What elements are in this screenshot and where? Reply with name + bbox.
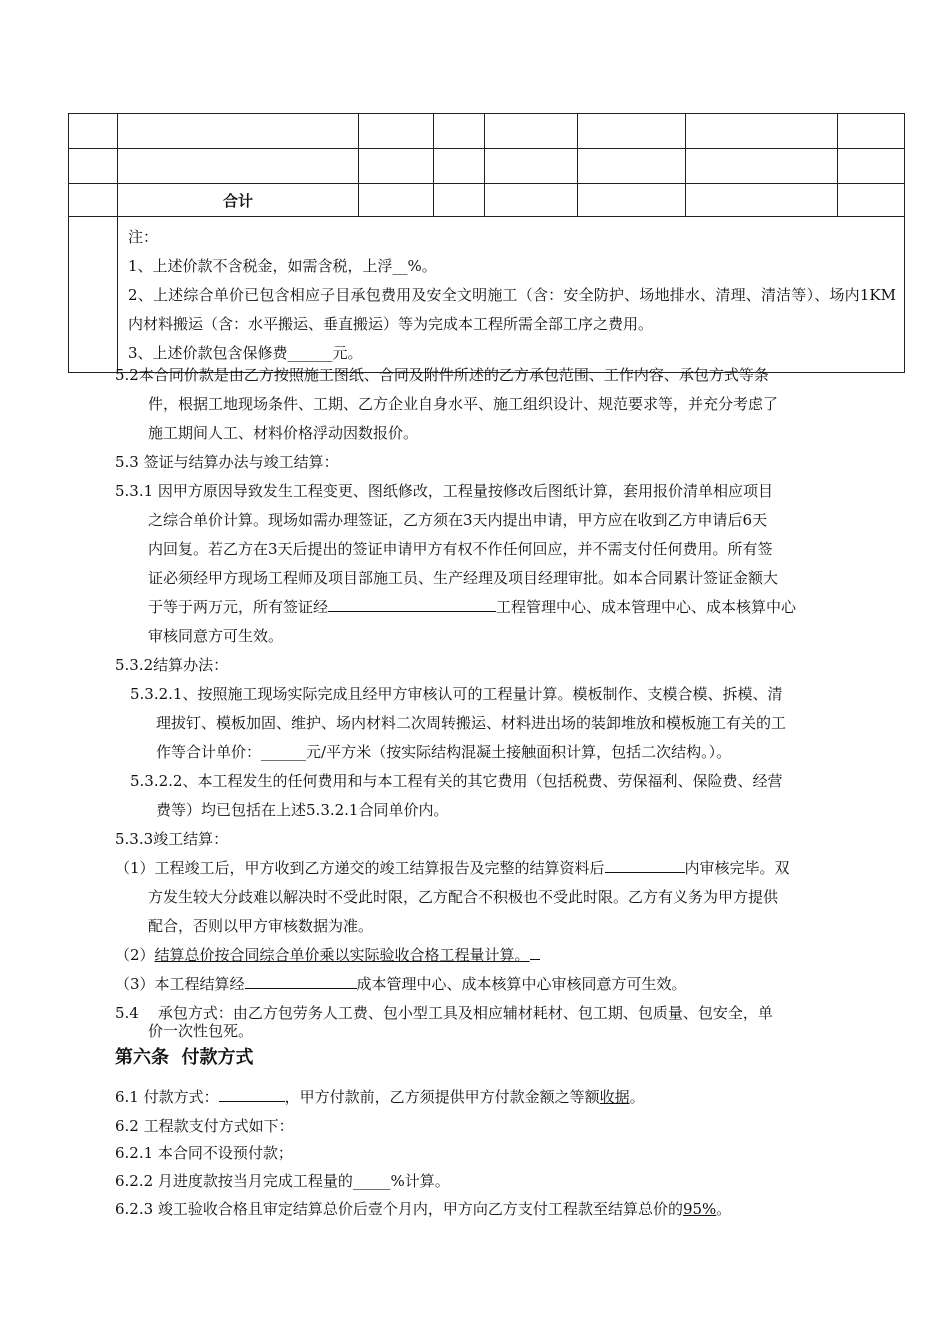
art6-text: 。 [629,1088,645,1106]
s52-line: 施工期间人工、材料价格浮动因数报价。 [148,424,419,442]
unit-price-blank: ______ [261,743,307,761]
receipt-underlined: 收据 [599,1088,630,1106]
s533-text: 内审核完毕。双 [684,859,790,877]
s533-line [115,944,540,965]
art6-text: 6.2.2 月进度款按当月完成工程量的 [115,1172,353,1190]
s531-line: 之综合单价计算。现场如需办理签证，乙方须在3天内提出申请，甲方应在收到乙方申请后6天 [148,511,768,529]
s54-line: 价一次性包死。 [148,1022,254,1040]
price-table [68,113,905,373]
s54-line: 5.4 承包方式：由乙方包劳务人工费、包小型工具及相应辅材耗材、包工期、包质量、包安全，单 [115,1004,773,1022]
review-period-blank [605,858,685,873]
s533-underlined: 结算总价按合同综合单价乘以实际验收合格工程量计算。 [154,946,530,964]
s531-text: 于等于两万元，所有签证经 [148,598,329,616]
art6-line [115,1170,450,1191]
note-header: 注： [128,228,159,246]
note-1: 1、上述价款不含税金，如需含税，上浮__%。 [128,257,437,275]
note-3: 3、上述价款包含保修费______元。 [128,344,363,362]
s531-line [148,596,796,617]
note-2: 2、上述综合单价已包含相应子目承包费用及安全文明施工（含：安全防护、场地排水、清理、清洁等）、场内1KM内材料搬运（含：水平搬运、垂直搬运）等为完成本工程所需全部工序之费用。 [128,286,896,333]
s532-text: 元/平方米（按实际结构混凝土接触面积计算，包括二次结构。）。 [306,743,732,761]
signoff-blank [328,597,496,612]
payment-method-blank [219,1087,285,1102]
underline-tail [530,945,540,960]
s533-line [115,973,687,994]
total-row [69,184,905,217]
s532-line [156,741,731,762]
table-notes [118,217,905,373]
s533-text: （1）工程竣工后，甲方收到乙方递交的竣工结算报告及完整的结算资料后 [115,859,605,877]
total-label: 合计 [118,184,359,217]
s533-line: 方发生较大分歧难以解决时不受此时限，乙方配合不积极也不受此时限。乙方有义务为甲方提供 [148,888,779,906]
s533-text: （2） [115,946,155,964]
s533-line [115,857,790,878]
art6-text: ，甲方付款前，乙方须提供甲方付款金额之等额 [284,1088,600,1106]
s53-title: 5.3 签证与结算办法与竣工结算： [115,453,339,471]
s531-line: 审核同意方可生效。 [148,627,284,645]
s52-line: 件，根据工地现场条件、工期、乙方企业自身水平、施工组织设计、规范要求等，并充分考虑了 [148,395,779,413]
s533-text: （3）本工程结算经 [115,975,245,993]
s532-line: 理拔钉、模板加固、维护、场内材料二次周转搬运、材料进出场的装卸堆放和模板施工有关的工 [156,714,787,732]
s531-line: 内回复。若乙方在3天后提出的签证申请甲方有权不作任何回应，并不需支付任何费用。所有签 [148,540,773,558]
art6-text: %计算。 [390,1172,450,1190]
s532-line: 5.3.2.1、按照施工现场实际完成且经甲方审核认可的工程量计算。模板制作、支模合模、拆模、清 [130,685,783,703]
art6-line [115,1086,645,1107]
art6-text: 。 [716,1200,732,1218]
table-row [69,149,905,184]
art6-line [115,1198,731,1219]
s533-line: 配合，否则以甲方审核数据为准。 [148,917,374,935]
table-row [69,114,905,149]
art6-line: 6.2 工程款支付方式如下： [115,1117,294,1135]
art6-text: 6.1 付款方式： [115,1088,219,1106]
s533-text: 成本管理中心、成本核算中心审核同意方可生效。 [356,975,687,993]
s531-text: 工程管理中心、成本管理中心、成本核算中心 [496,598,797,616]
art6-text: 6.2.3 竣工验收合格且审定结算总价后壹个月内，甲方向乙方支付工程款至结算总价的 [115,1200,683,1218]
s531-line: 5.3.1 因甲方原因导致发生工程变更、图纸修改，工程量按修改后图纸计算，套用报价清单相应项目 [115,482,773,500]
settlement-blank [245,974,357,989]
s532-text: 作等合计单价： [156,743,262,761]
progress-percent-blank: _____ [352,1172,391,1190]
s532-line: 5.3.2.2、本工程发生的任何费用和与本工程有关的其它费用（包括税费、劳保福利、保险费、经营 [130,772,783,790]
final-percent: 95% [682,1200,717,1218]
notes-row [69,217,905,373]
s52-line: 5.2本合同价款是由乙方按照施工图纸、合同及附件所述的乙方承包范围、工作内容、承包方式等条 [115,366,769,384]
s532-line: 费等）均已包括在上述5.3.2.1合同单价内。 [156,801,449,819]
s533-title: 5.3.3竣工结算： [115,830,229,848]
article-6-heading: 第六条 付款方式 [115,1047,254,1068]
s531-line: 证必须经甲方现场工程师及项目部施工员、生产经理及项目经理审批。如本合同累计签证金额大 [148,569,779,587]
s532-title: 5.3.2结算办法： [115,656,229,674]
art6-line: 6.2.1 本合同不设预付款； [115,1144,293,1162]
